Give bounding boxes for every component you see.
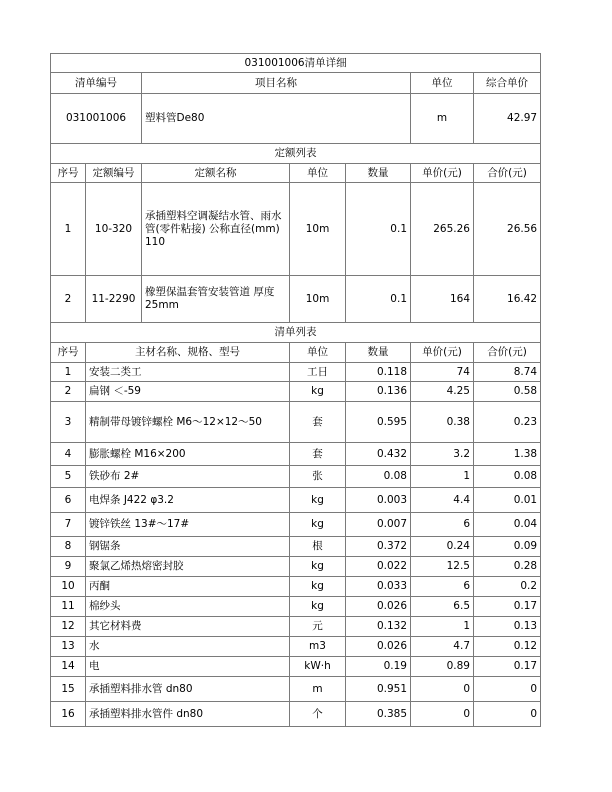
material-name: 棉纱头 [86, 597, 290, 617]
material-unit-price: 4.4 [411, 488, 474, 513]
material-no: 5 [51, 466, 86, 488]
material-name: 精制带母镀锌螺栓 M6～12×12～50 [86, 402, 290, 443]
material-unit-price: 4.7 [411, 637, 474, 657]
quota-section-title: 定额列表 [51, 144, 541, 164]
material-total: 0.04 [474, 513, 541, 537]
material-qty: 0.132 [346, 617, 411, 637]
material-total: 8.74 [474, 363, 541, 382]
material-row [51, 577, 541, 597]
quota-qty: 0.1 [346, 183, 411, 276]
material-name: 其它材料费 [86, 617, 290, 637]
material-total: 0.12 [474, 637, 541, 657]
material-unit: m3 [290, 637, 346, 657]
material-name: 电焊条 J422 φ3.2 [86, 488, 290, 513]
material-no: 2 [51, 382, 86, 402]
material-unit-price: 1 [411, 466, 474, 488]
material-total: 0.13 [474, 617, 541, 637]
material-no: 7 [51, 513, 86, 537]
quota-no: 1 [51, 183, 86, 276]
material-unit: 套 [290, 443, 346, 466]
material-name: 聚氯乙烯热熔密封胶 [86, 557, 290, 577]
material-unit-price: 0.24 [411, 537, 474, 557]
material-unit-price: 74 [411, 363, 474, 382]
material-name: 承插塑料排水管 dn80 [86, 677, 290, 702]
table-title: 031001006清单详细 [51, 54, 541, 73]
material-header-no: 序号 [51, 343, 86, 363]
material-total: 1.38 [474, 443, 541, 466]
material-total: 0.23 [474, 402, 541, 443]
quota-header-no: 序号 [51, 164, 86, 183]
material-total: 0.17 [474, 657, 541, 677]
material-unit-price: 1 [411, 617, 474, 637]
material-section-title: 清单列表 [51, 323, 541, 343]
material-unit-price: 6.5 [411, 597, 474, 617]
quota-name: 橡塑保温套管安装管道 厚度25mm [142, 276, 290, 323]
material-qty: 0.595 [346, 402, 411, 443]
material-no: 11 [51, 597, 86, 617]
header-item-price: 综合单价 [474, 73, 541, 94]
material-row [51, 677, 541, 702]
material-qty: 0.033 [346, 577, 411, 597]
material-total: 0.58 [474, 382, 541, 402]
material-no: 1 [51, 363, 86, 382]
material-name: 扁钢 ＜-59 [86, 382, 290, 402]
material-no: 9 [51, 557, 86, 577]
item-unit: m [411, 94, 474, 144]
material-qty: 0.432 [346, 443, 411, 466]
material-row [51, 488, 541, 513]
material-row [51, 537, 541, 557]
material-unit: kW·h [290, 657, 346, 677]
quota-name: 承插塑料空调凝结水管、雨水管(零件粘接) 公称直径(mm) 110 [142, 183, 290, 276]
material-unit-price: 0.89 [411, 657, 474, 677]
quota-header-unit: 单位 [290, 164, 346, 183]
material-no: 12 [51, 617, 86, 637]
material-qty: 0.136 [346, 382, 411, 402]
material-total: 0.2 [474, 577, 541, 597]
material-unit: 套 [290, 402, 346, 443]
quota-unit-price: 265.26 [411, 183, 474, 276]
material-row [51, 513, 541, 537]
material-unit: 工日 [290, 363, 346, 382]
material-qty: 0.003 [346, 488, 411, 513]
material-unit-price: 3.2 [411, 443, 474, 466]
material-unit-price: 0.38 [411, 402, 474, 443]
item-code: 031001006 [51, 94, 142, 144]
quota-header-qty: 数量 [346, 164, 411, 183]
material-no: 3 [51, 402, 86, 443]
material-unit-price: 6 [411, 513, 474, 537]
material-row [51, 702, 541, 727]
quota-row [51, 183, 541, 276]
material-unit-price: 0 [411, 702, 474, 727]
quota-header-name: 定额名称 [142, 164, 290, 183]
quota-qty: 0.1 [346, 276, 411, 323]
material-no: 15 [51, 677, 86, 702]
quota-header-code: 定额编号 [86, 164, 142, 183]
material-qty: 0.385 [346, 702, 411, 727]
material-qty: 0.022 [346, 557, 411, 577]
material-unit: kg [290, 382, 346, 402]
material-row [51, 363, 541, 382]
material-qty: 0.026 [346, 597, 411, 617]
material-qty: 0.951 [346, 677, 411, 702]
material-header-name: 主材名称、规格、型号 [86, 343, 290, 363]
material-total: 0.09 [474, 537, 541, 557]
material-name: 水 [86, 637, 290, 657]
quota-unit: 10m [290, 183, 346, 276]
material-no: 4 [51, 443, 86, 466]
material-total: 0 [474, 702, 541, 727]
quota-total: 16.42 [474, 276, 541, 323]
quota-header-unit-price: 单价(元) [411, 164, 474, 183]
material-no: 8 [51, 537, 86, 557]
material-name: 钢锯条 [86, 537, 290, 557]
material-qty: 0.08 [346, 466, 411, 488]
material-qty: 0.026 [346, 637, 411, 657]
material-qty: 0.19 [346, 657, 411, 677]
material-unit-price: 0 [411, 677, 474, 702]
material-unit: 张 [290, 466, 346, 488]
material-row [51, 382, 541, 402]
material-name: 铁砂布 2# [86, 466, 290, 488]
material-unit: kg [290, 488, 346, 513]
material-unit: kg [290, 557, 346, 577]
quota-code: 11-2290 [86, 276, 142, 323]
material-total: 0.01 [474, 488, 541, 513]
material-no: 13 [51, 637, 86, 657]
material-total: 0.17 [474, 597, 541, 617]
material-header-total: 合价(元) [474, 343, 541, 363]
material-name: 膨胀螺栓 M16×200 [86, 443, 290, 466]
material-row [51, 466, 541, 488]
material-unit-price: 12.5 [411, 557, 474, 577]
material-unit: m [290, 677, 346, 702]
material-row [51, 443, 541, 466]
material-total: 0.08 [474, 466, 541, 488]
material-qty: 0.372 [346, 537, 411, 557]
header-item-unit: 单位 [411, 73, 474, 94]
material-row [51, 557, 541, 577]
material-row [51, 597, 541, 617]
material-header-unit: 单位 [290, 343, 346, 363]
material-unit: kg [290, 597, 346, 617]
material-no: 10 [51, 577, 86, 597]
quota-header-total: 合价(元) [474, 164, 541, 183]
material-header-unit-price: 单价(元) [411, 343, 474, 363]
material-total: 0 [474, 677, 541, 702]
quota-code: 10-320 [86, 183, 142, 276]
material-qty: 0.007 [346, 513, 411, 537]
material-no: 14 [51, 657, 86, 677]
material-row [51, 617, 541, 637]
material-row [51, 402, 541, 443]
material-unit: 根 [290, 537, 346, 557]
material-unit: kg [290, 577, 346, 597]
bill-detail-table [50, 53, 541, 727]
quota-total: 26.56 [474, 183, 541, 276]
material-no: 6 [51, 488, 86, 513]
material-unit: 元 [290, 617, 346, 637]
material-unit: kg [290, 513, 346, 537]
material-no: 16 [51, 702, 86, 727]
material-name: 承插塑料排水管件 dn80 [86, 702, 290, 727]
item-price: 42.97 [474, 94, 541, 144]
material-header-qty: 数量 [346, 343, 411, 363]
material-qty: 0.118 [346, 363, 411, 382]
material-name: 电 [86, 657, 290, 677]
material-name: 丙酮 [86, 577, 290, 597]
material-unit-price: 6 [411, 577, 474, 597]
header-item-name: 项目名称 [142, 73, 411, 94]
quota-row [51, 276, 541, 323]
material-unit: 个 [290, 702, 346, 727]
quota-no: 2 [51, 276, 86, 323]
material-row [51, 657, 541, 677]
quota-unit-price: 164 [411, 276, 474, 323]
header-item-code: 清单编号 [51, 73, 142, 94]
material-unit-price: 4.25 [411, 382, 474, 402]
quota-unit: 10m [290, 276, 346, 323]
material-total: 0.28 [474, 557, 541, 577]
material-row [51, 637, 541, 657]
material-name: 镀锌铁丝 13#～17# [86, 513, 290, 537]
material-name: 安装二类工 [86, 363, 290, 382]
item-name: 塑料管De80 [142, 94, 411, 144]
